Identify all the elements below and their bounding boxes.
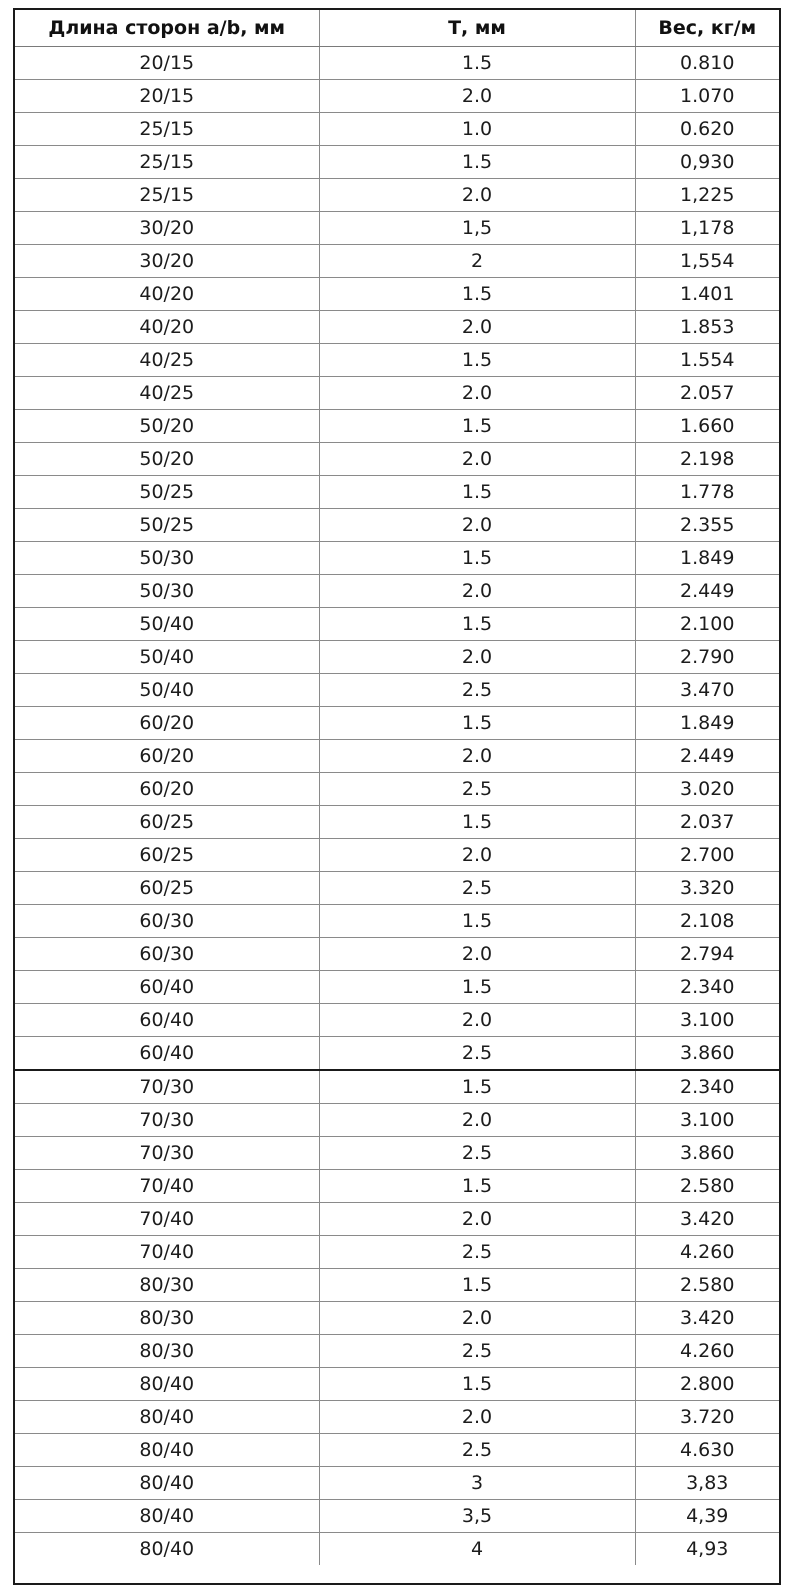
table-row (15, 509, 779, 542)
cell-size: 40/20 (15, 278, 319, 311)
cell-thickness: 1.5 (319, 278, 635, 311)
table-row (15, 1104, 779, 1137)
table-row (15, 311, 779, 344)
table-row (15, 542, 779, 575)
cell-weight: 1.853 (635, 311, 779, 344)
table-row (15, 1037, 779, 1071)
cell-weight: 4.260 (635, 1236, 779, 1269)
table-row (15, 80, 779, 113)
cell-weight: 4.260 (635, 1335, 779, 1368)
cell-size: 70/40 (15, 1170, 319, 1203)
cell-thickness: 1.5 (319, 542, 635, 575)
table-row (15, 1070, 779, 1104)
cell-weight: 1,554 (635, 245, 779, 278)
cell-weight: 1.070 (635, 80, 779, 113)
cell-size: 60/20 (15, 773, 319, 806)
cell-weight: 2.340 (635, 971, 779, 1004)
cell-weight: 4,39 (635, 1500, 779, 1533)
cell-thickness: 2.0 (319, 311, 635, 344)
table-row (15, 740, 779, 773)
cell-thickness: 2.5 (319, 773, 635, 806)
cell-size: 25/15 (15, 146, 319, 179)
table-row (15, 839, 779, 872)
table-header-row (15, 10, 779, 47)
cell-thickness: 1.5 (319, 1170, 635, 1203)
cell-thickness: 1.5 (319, 47, 635, 80)
cell-weight: 3.100 (635, 1004, 779, 1037)
cell-weight: 2.198 (635, 443, 779, 476)
cell-size: 50/40 (15, 674, 319, 707)
cell-thickness: 2.0 (319, 1104, 635, 1137)
cell-thickness: 1.0 (319, 113, 635, 146)
cell-weight: 2.580 (635, 1170, 779, 1203)
cell-weight: 2.700 (635, 839, 779, 872)
table-row (15, 1467, 779, 1500)
cell-size: 50/30 (15, 542, 319, 575)
cell-size: 70/30 (15, 1070, 319, 1104)
cell-thickness: 2.0 (319, 641, 635, 674)
table-row (15, 971, 779, 1004)
cell-size: 20/15 (15, 80, 319, 113)
cell-weight: 1,178 (635, 212, 779, 245)
cell-weight: 1,225 (635, 179, 779, 212)
cell-size: 40/25 (15, 377, 319, 410)
table-row (15, 1170, 779, 1203)
table-row (15, 707, 779, 740)
cell-weight: 4,93 (635, 1533, 779, 1566)
cell-weight: 2.057 (635, 377, 779, 410)
table-row (15, 476, 779, 509)
table-row (15, 1434, 779, 1467)
cell-size: 50/40 (15, 641, 319, 674)
cell-size: 50/20 (15, 443, 319, 476)
cell-thickness: 2.0 (319, 740, 635, 773)
cell-size: 60/40 (15, 971, 319, 1004)
table-row (15, 278, 779, 311)
cell-weight: 2.800 (635, 1368, 779, 1401)
cell-thickness: 2.5 (319, 1335, 635, 1368)
cell-thickness: 2.0 (319, 1004, 635, 1037)
table-row (15, 773, 779, 806)
cell-weight: 2.037 (635, 806, 779, 839)
cell-thickness: 2.5 (319, 674, 635, 707)
cell-size: 70/40 (15, 1236, 319, 1269)
cell-size: 60/40 (15, 1004, 319, 1037)
cell-size: 80/30 (15, 1302, 319, 1335)
cell-weight: 2.580 (635, 1269, 779, 1302)
cell-size: 60/25 (15, 839, 319, 872)
cell-size: 60/25 (15, 806, 319, 839)
cell-thickness: 2.5 (319, 872, 635, 905)
table-row (15, 245, 779, 278)
cell-size: 25/15 (15, 179, 319, 212)
cell-weight: 2.108 (635, 905, 779, 938)
cell-size: 80/40 (15, 1533, 319, 1566)
table-row (15, 377, 779, 410)
cell-size: 60/25 (15, 872, 319, 905)
cell-weight: 2.355 (635, 509, 779, 542)
cell-size: 80/40 (15, 1434, 319, 1467)
cell-thickness: 2.0 (319, 443, 635, 476)
cell-thickness: 1.5 (319, 1269, 635, 1302)
table-row (15, 410, 779, 443)
cell-size: 60/30 (15, 905, 319, 938)
cell-size: 25/15 (15, 113, 319, 146)
profile-weight-table (15, 10, 779, 1565)
cell-weight: 4.630 (635, 1434, 779, 1467)
cell-thickness: 2.0 (319, 179, 635, 212)
cell-thickness: 1.5 (319, 1070, 635, 1104)
cell-weight: 3.420 (635, 1302, 779, 1335)
table-row (15, 1533, 779, 1566)
cell-thickness: 1.5 (319, 608, 635, 641)
cell-thickness: 2.5 (319, 1037, 635, 1071)
cell-size: 50/30 (15, 575, 319, 608)
table-row (15, 1401, 779, 1434)
cell-thickness: 1.5 (319, 806, 635, 839)
table-row (15, 641, 779, 674)
cell-size: 80/40 (15, 1368, 319, 1401)
cell-weight: 3.860 (635, 1037, 779, 1071)
table-row (15, 1302, 779, 1335)
cell-thickness: 1.5 (319, 146, 635, 179)
cell-weight: 0.620 (635, 113, 779, 146)
cell-weight: 2.340 (635, 1070, 779, 1104)
cell-thickness: 2.0 (319, 509, 635, 542)
table-row (15, 608, 779, 641)
cell-size: 60/20 (15, 740, 319, 773)
cell-weight: 3.720 (635, 1401, 779, 1434)
cell-thickness: 2.5 (319, 1236, 635, 1269)
cell-thickness: 2.5 (319, 1434, 635, 1467)
cell-thickness: 2.0 (319, 1401, 635, 1434)
cell-thickness: 2.0 (319, 1302, 635, 1335)
cell-size: 30/20 (15, 245, 319, 278)
cell-size: 30/20 (15, 212, 319, 245)
cell-thickness: 2.0 (319, 80, 635, 113)
cell-weight: 2.100 (635, 608, 779, 641)
cell-size: 60/40 (15, 1037, 319, 1071)
cell-size: 70/30 (15, 1104, 319, 1137)
cell-weight: 1.849 (635, 707, 779, 740)
cell-thickness: 4 (319, 1533, 635, 1566)
cell-weight: 2.449 (635, 575, 779, 608)
table-row (15, 179, 779, 212)
cell-size: 50/20 (15, 410, 319, 443)
cell-weight: 0,930 (635, 146, 779, 179)
cell-size: 40/25 (15, 344, 319, 377)
cell-weight: 2.790 (635, 641, 779, 674)
table-row (15, 1368, 779, 1401)
cell-size: 20/15 (15, 47, 319, 80)
table-row (15, 674, 779, 707)
cell-weight: 2.794 (635, 938, 779, 971)
cell-weight: 3.320 (635, 872, 779, 905)
cell-thickness: 3 (319, 1467, 635, 1500)
cell-weight: 1.401 (635, 278, 779, 311)
cell-weight: 1.660 (635, 410, 779, 443)
table-row (15, 1269, 779, 1302)
cell-weight: 3,83 (635, 1467, 779, 1500)
table-row (15, 1004, 779, 1037)
cell-thickness: 1.5 (319, 971, 635, 1004)
cell-size: 60/20 (15, 707, 319, 740)
cell-weight: 3.470 (635, 674, 779, 707)
cell-size: 80/30 (15, 1269, 319, 1302)
table-row (15, 1335, 779, 1368)
cell-thickness: 1.5 (319, 344, 635, 377)
column-header-size: Длина сторон a/b, мм (15, 10, 319, 47)
cell-size: 70/40 (15, 1203, 319, 1236)
cell-weight: 1.554 (635, 344, 779, 377)
table-row (15, 443, 779, 476)
cell-thickness: 2.0 (319, 839, 635, 872)
cell-size: 80/40 (15, 1500, 319, 1533)
table-row (15, 146, 779, 179)
table-body (15, 47, 779, 1566)
cell-size: 40/20 (15, 311, 319, 344)
table-row (15, 1137, 779, 1170)
cell-thickness: 2.0 (319, 575, 635, 608)
cell-weight: 0.810 (635, 47, 779, 80)
table-row (15, 1500, 779, 1533)
cell-thickness: 1.5 (319, 905, 635, 938)
cell-weight: 1.778 (635, 476, 779, 509)
cell-thickness: 2.0 (319, 1203, 635, 1236)
cell-thickness: 1.5 (319, 707, 635, 740)
table-row (15, 905, 779, 938)
table-row (15, 47, 779, 80)
cell-thickness: 1.5 (319, 476, 635, 509)
cell-thickness: 1.5 (319, 410, 635, 443)
cell-thickness: 2.0 (319, 377, 635, 410)
table-row (15, 806, 779, 839)
table-row (15, 212, 779, 245)
cell-weight: 3.860 (635, 1137, 779, 1170)
cell-size: 80/30 (15, 1335, 319, 1368)
cell-size: 70/30 (15, 1137, 319, 1170)
cell-size: 60/30 (15, 938, 319, 971)
column-header-weight: Вес, кг/м (635, 10, 779, 47)
cell-size: 50/25 (15, 476, 319, 509)
cell-size: 80/40 (15, 1467, 319, 1500)
cell-size: 50/25 (15, 509, 319, 542)
cell-size: 50/40 (15, 608, 319, 641)
table-row (15, 575, 779, 608)
cell-weight: 3.420 (635, 1203, 779, 1236)
cell-weight: 3.020 (635, 773, 779, 806)
cell-thickness: 2 (319, 245, 635, 278)
table-row (15, 113, 779, 146)
cell-size: 80/40 (15, 1401, 319, 1434)
profile-weight-table-frame (13, 8, 781, 1585)
cell-thickness: 2.0 (319, 938, 635, 971)
cell-thickness: 1.5 (319, 1368, 635, 1401)
cell-weight: 2.449 (635, 740, 779, 773)
table-row (15, 1236, 779, 1269)
table-row (15, 872, 779, 905)
cell-thickness: 1,5 (319, 212, 635, 245)
cell-thickness: 2.5 (319, 1137, 635, 1170)
column-header-thickness: Т, мм (319, 10, 635, 47)
cell-weight: 1.849 (635, 542, 779, 575)
table-row (15, 938, 779, 971)
cell-thickness: 3,5 (319, 1500, 635, 1533)
cell-weight: 3.100 (635, 1104, 779, 1137)
table-row (15, 1203, 779, 1236)
table-row (15, 344, 779, 377)
